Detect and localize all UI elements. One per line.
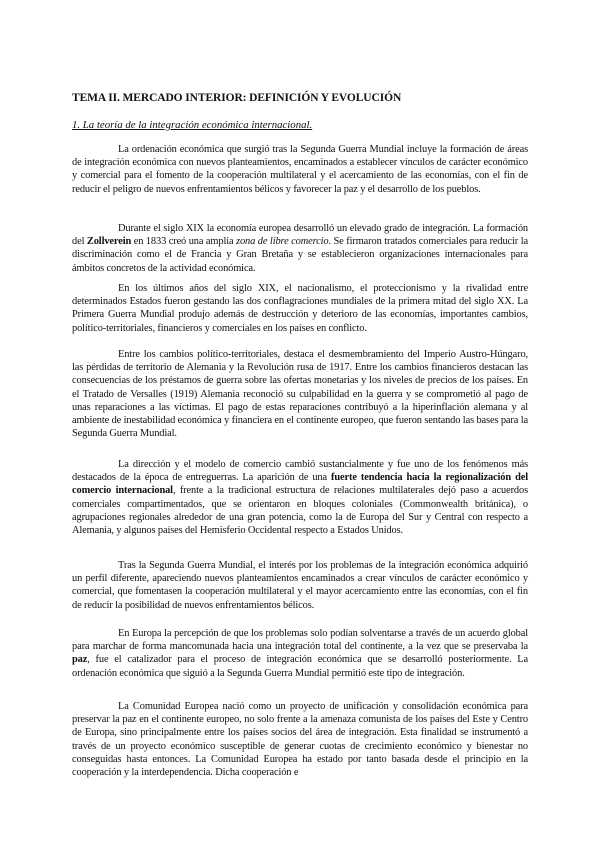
paragraph-text: , fue el catalizador para el proceso de integración económica que se desarrolló posteriormente. La ordenación económica que siguió a la Segunda Guerra Mundial permitió este tipo de integración. — [72, 654, 528, 679]
paragraph-text: . Se firmaron tratados comerciales para reducir la discriminación como el de Francia y Gran Bretaña y se establecieron organizaciones internacionales para ámbitos concretos de la actividad económica. — [72, 236, 528, 274]
paragraph — [72, 700, 528, 779]
paragraph-text: La ordenación económica que surgió tras la Segunda Guerra Mundial incluye la formación de áreas de integración económica con nuevos planteamientos, encaminados a establecer vínculos de carácter económico y comercial para el fomento de la cooperación multilateral y el acercamiento de las economías, con el fin de reducir el peligro de nuevos enfrentamientos bélicos y favorecer la paz y el desarrollo de los pueblos. — [72, 144, 528, 195]
paragraph-text: , frente a la tradicional estructura de relaciones multilaterales dejó paso a acuerdos comerciales compartimentados, que se orientaron en bloques coloniales (Commonwealth británica), o agrupaciones regionales alrededor de una gran potencia, como la de Europa del Sur y Central con respecto a Alemania, y algunos países del Hemisferio Occidental respecto a Estados Unidos. — [72, 485, 529, 537]
paragraph-text: Entre los cambios político-territoriales, destaca el desmembramiento del Imperio Austro-Húngaro, las pérdidas de territorio de Alemania y la Revolución rusa de 1917. Entre los cambios financieros destacan las consecuencias de los préstamos de guerra sobre las ofertas monetarias y los niveles de precios de los países. En el Tratado de Versalles (1919) Alemania reconoció su culpabilidad en la guerra y se comprometió al pago de unas reparaciones a las víctimas. El pago de estas reparaciones contribuyó a la hiperinflación alemana y al ambiente de inestabilidad económica y financiera en el continente europeo, que fueron sentando las bases para la Segunda Guerra Mundial. — [72, 349, 528, 440]
bold-term: fuerte tendencia hacia la regionalización del comercio internacional — [72, 472, 528, 497]
bold-term: Zollverein — [86, 236, 132, 248]
paragraph-text: La Comunidad Europea nació como un proyecto de unificación y consolidación económica para preservar la paz en el continente europeo, no solo frente a la amenaza comunista de los países del Este y Centro de Europa, sino principalmente entre los países socios del área de integración. Esta finalidad se instrumentó a través de un proyecto económico susceptible de generar cuotas de crecimiento económico y bienestar no conseguidas hasta entonces. La Comunidad Europea ha estado por tanto basada desde el principio en la cooperación y la interdependencia. Dicha cooperación e — [72, 701, 528, 779]
paragraph — [72, 627, 528, 680]
paragraph — [72, 143, 528, 196]
paragraph-text: En Europa la percepción de que los problemas solo podían solventarse a través de un acuerdo global para marchar de forma mancomunada hacia una integración total del continente, a la vez que se preservaba la — [72, 628, 528, 653]
paragraph-text: La dirección y el modelo de comercio cambió sustancialmente y fue uno de los fenómenos más destacados de la época de entreguerras. La aparición de una — [72, 459, 528, 484]
paragraph — [72, 222, 528, 275]
paragraph — [72, 348, 528, 440]
paragraph — [72, 282, 528, 335]
paragraph-text: En los últimos años del siglo XIX, el nacionalismo, el proteccionismo y la rivalidad entre determinados Estados fueron gestando las dos conflagraciones mundiales de la primera mitad del siglo XX. La Primera Guerra Mundial produjo además de destrucción y deterioro de las economías, importantes cambios, político-territoriales, financieros y comerciales en los países en conflicto. — [72, 283, 528, 334]
paragraph-text: en 1833 creó una amplia — [131, 236, 237, 248]
paragraph — [72, 559, 528, 612]
paragraph-text: Durante el siglo XIX la economía europea desarrolló un elevado grado de integración. La formación del — [72, 223, 528, 248]
paragraph-text: Tras la Segunda Guerra Mundial, el interés por los problemas de la integración económica adquirió un perfil diferente, apareciendo nuevos planteamientos encaminados a crear vínculos de carácter económico y comercial, que fomentasen la cooperación multilateral y el mayor acercamiento entre las economías, con el fin de reducir la posibilidad de nuevos enfrentamientos bélicos. — [72, 560, 528, 611]
bold-term: paz — [72, 654, 88, 666]
paragraph — [72, 458, 528, 537]
document-title: TEMA II. MERCADO INTERIOR: DEFINICIÓN Y EVOLUCIÓN — [72, 92, 402, 104]
italic-term: zona de libre comercio — [236, 236, 329, 248]
section-heading: 1. La teoría de la integración económica internacional. — [72, 119, 313, 131]
